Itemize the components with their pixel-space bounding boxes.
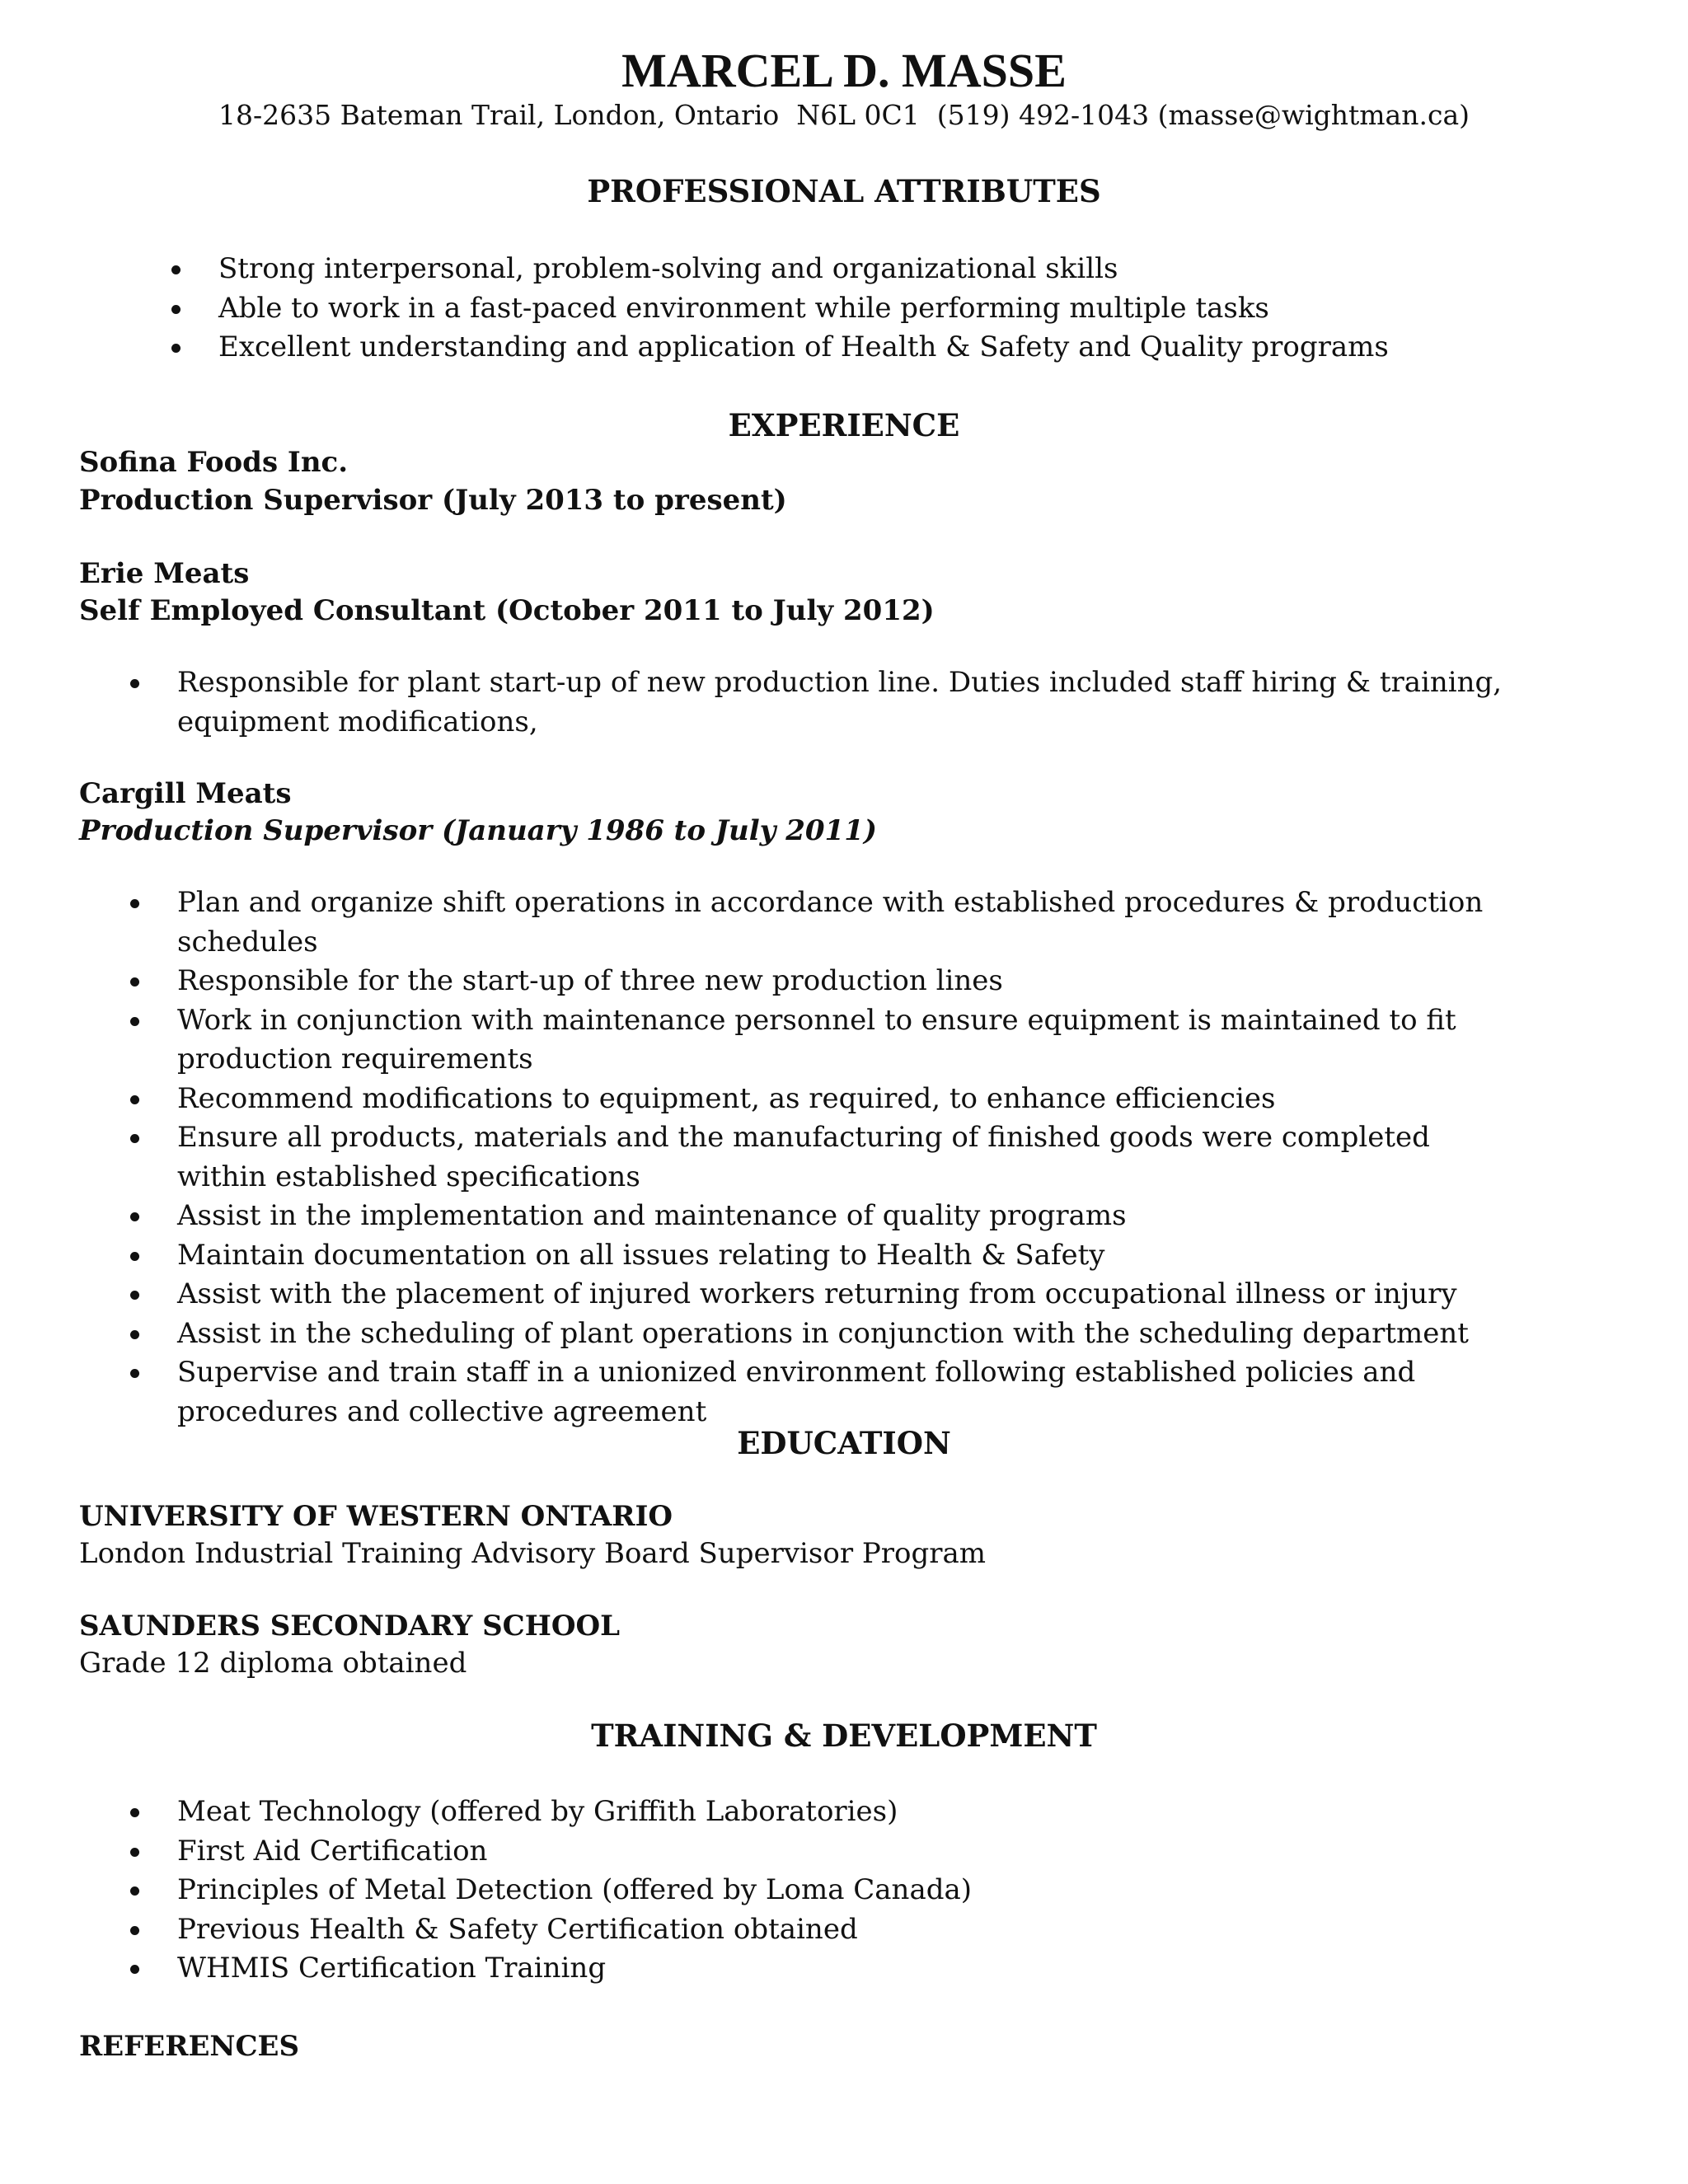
job-title: Production Supervisor (July 2013 to present): [79, 484, 787, 517]
bullet-icon: [130, 1808, 139, 1817]
job-duties-list: [177, 883, 1628, 1432]
section-heading-references: REFERENCES: [79, 2030, 300, 2063]
bullet-icon: [130, 1369, 139, 1378]
list-item: Strong interpersonal, problem-solving and organizational skills: [218, 250, 1620, 289]
list-item: Meat Technology (offered by Griffith Laboratories): [177, 1793, 1578, 1832]
bullet-icon: [130, 1330, 139, 1339]
bullet-icon: [130, 1848, 139, 1857]
section-heading-attributes: PROFESSIONAL ATTRIBUTES: [587, 173, 1101, 209]
bullet-icon: [130, 977, 139, 987]
bullet-icon: [130, 1017, 139, 1026]
bullet-icon: [130, 1134, 139, 1143]
bullet-icon: [130, 899, 139, 908]
list-item: Responsible for plant start-up of new production line. Duties included staff hiring & training, equipment modifications,: [177, 663, 1545, 742]
section-heading-training: TRAINING & DEVELOPMENT: [591, 1718, 1097, 1754]
job-company: Sofina Foods Inc.: [79, 446, 349, 479]
training-list: [177, 1793, 1578, 1989]
list-item: Excellent understanding and application of Health & Safety and Quality programs: [218, 328, 1620, 368]
list-item: Supervise and train staff in a unionized environment following established policies and procedures and collective agreement: [177, 1353, 1570, 1432]
bullet-icon: [130, 1926, 139, 1935]
section-heading-experience: EXPERIENCE: [728, 407, 960, 443]
list-item: Assist in the implementation and maintenance of quality programs: [177, 1197, 1628, 1236]
job-title: Production Supervisor (January 1986 to July 2011): [79, 814, 877, 847]
job-company: Cargill Meats: [79, 777, 292, 810]
bullet-icon: [130, 1291, 139, 1300]
list-item: Work in conjunction with maintenance personnel to ensure equipment is maintained to fit production requirements: [177, 1001, 1595, 1080]
bullet-icon: [130, 1965, 139, 1974]
school-name: SAUNDERS SECONDARY SCHOOL: [79, 1610, 620, 1643]
list-item: Able to work in a fast-paced environment while performing multiple tasks: [218, 289, 1620, 329]
list-item: Principles of Metal Detection (offered by Loma Canada): [177, 1871, 1578, 1910]
job-company: Erie Meats: [79, 557, 250, 590]
bullet-icon: [130, 1252, 139, 1261]
list-item: Assist in the scheduling of plant operations in conjunction with the scheduling department: [177, 1315, 1628, 1354]
job-title: Self Employed Consultant (October 2011 to July 2012): [79, 594, 935, 627]
list-item: Plan and organize shift operations in accordance with established procedures & production schedules: [177, 883, 1628, 962]
list-item: First Aid Certification: [177, 1832, 1578, 1872]
bullet-icon: [130, 1886, 139, 1896]
attributes-list: [218, 250, 1620, 368]
contact-line: 18-2635 Bateman Trail, London, Ontario N6L 0C1 (519) 492-1043 (masse@wightman.ca): [218, 99, 1470, 131]
bullet-icon: [171, 305, 181, 314]
school-detail: Grade 12 diploma obtained: [79, 1647, 467, 1680]
list-item: Ensure all products, materials and the manufacturing of finished goods were completed within established specifications: [177, 1118, 1512, 1197]
candidate-name: MARCEL D. MASSE: [621, 44, 1067, 97]
bullet-icon: [171, 265, 181, 274]
bullet-icon: [130, 1212, 139, 1221]
school-detail: London Industrial Training Advisory Board Supervisor Program: [79, 1537, 987, 1570]
bullet-icon: [171, 344, 181, 353]
job-duties-list: [177, 663, 1545, 742]
list-item: Assist with the placement of injured workers returning from occupational illness or injury: [177, 1275, 1628, 1315]
section-heading-education: EDUCATION: [737, 1425, 951, 1461]
list-item: Recommend modifications to equipment, as required, to enhance efficiencies: [177, 1080, 1628, 1119]
list-item: Maintain documentation on all issues relating to Health & Safety: [177, 1236, 1628, 1276]
list-item: WHMIS Certification Training: [177, 1949, 1578, 1989]
school-name: UNIVERSITY OF WESTERN ONTARIO: [79, 1500, 673, 1533]
list-item: Previous Health & Safety Certification obtained: [177, 1910, 1578, 1950]
list-item: Responsible for the start-up of three new production lines: [177, 962, 1628, 1001]
bullet-icon: [130, 1095, 139, 1104]
bullet-icon: [130, 679, 139, 688]
